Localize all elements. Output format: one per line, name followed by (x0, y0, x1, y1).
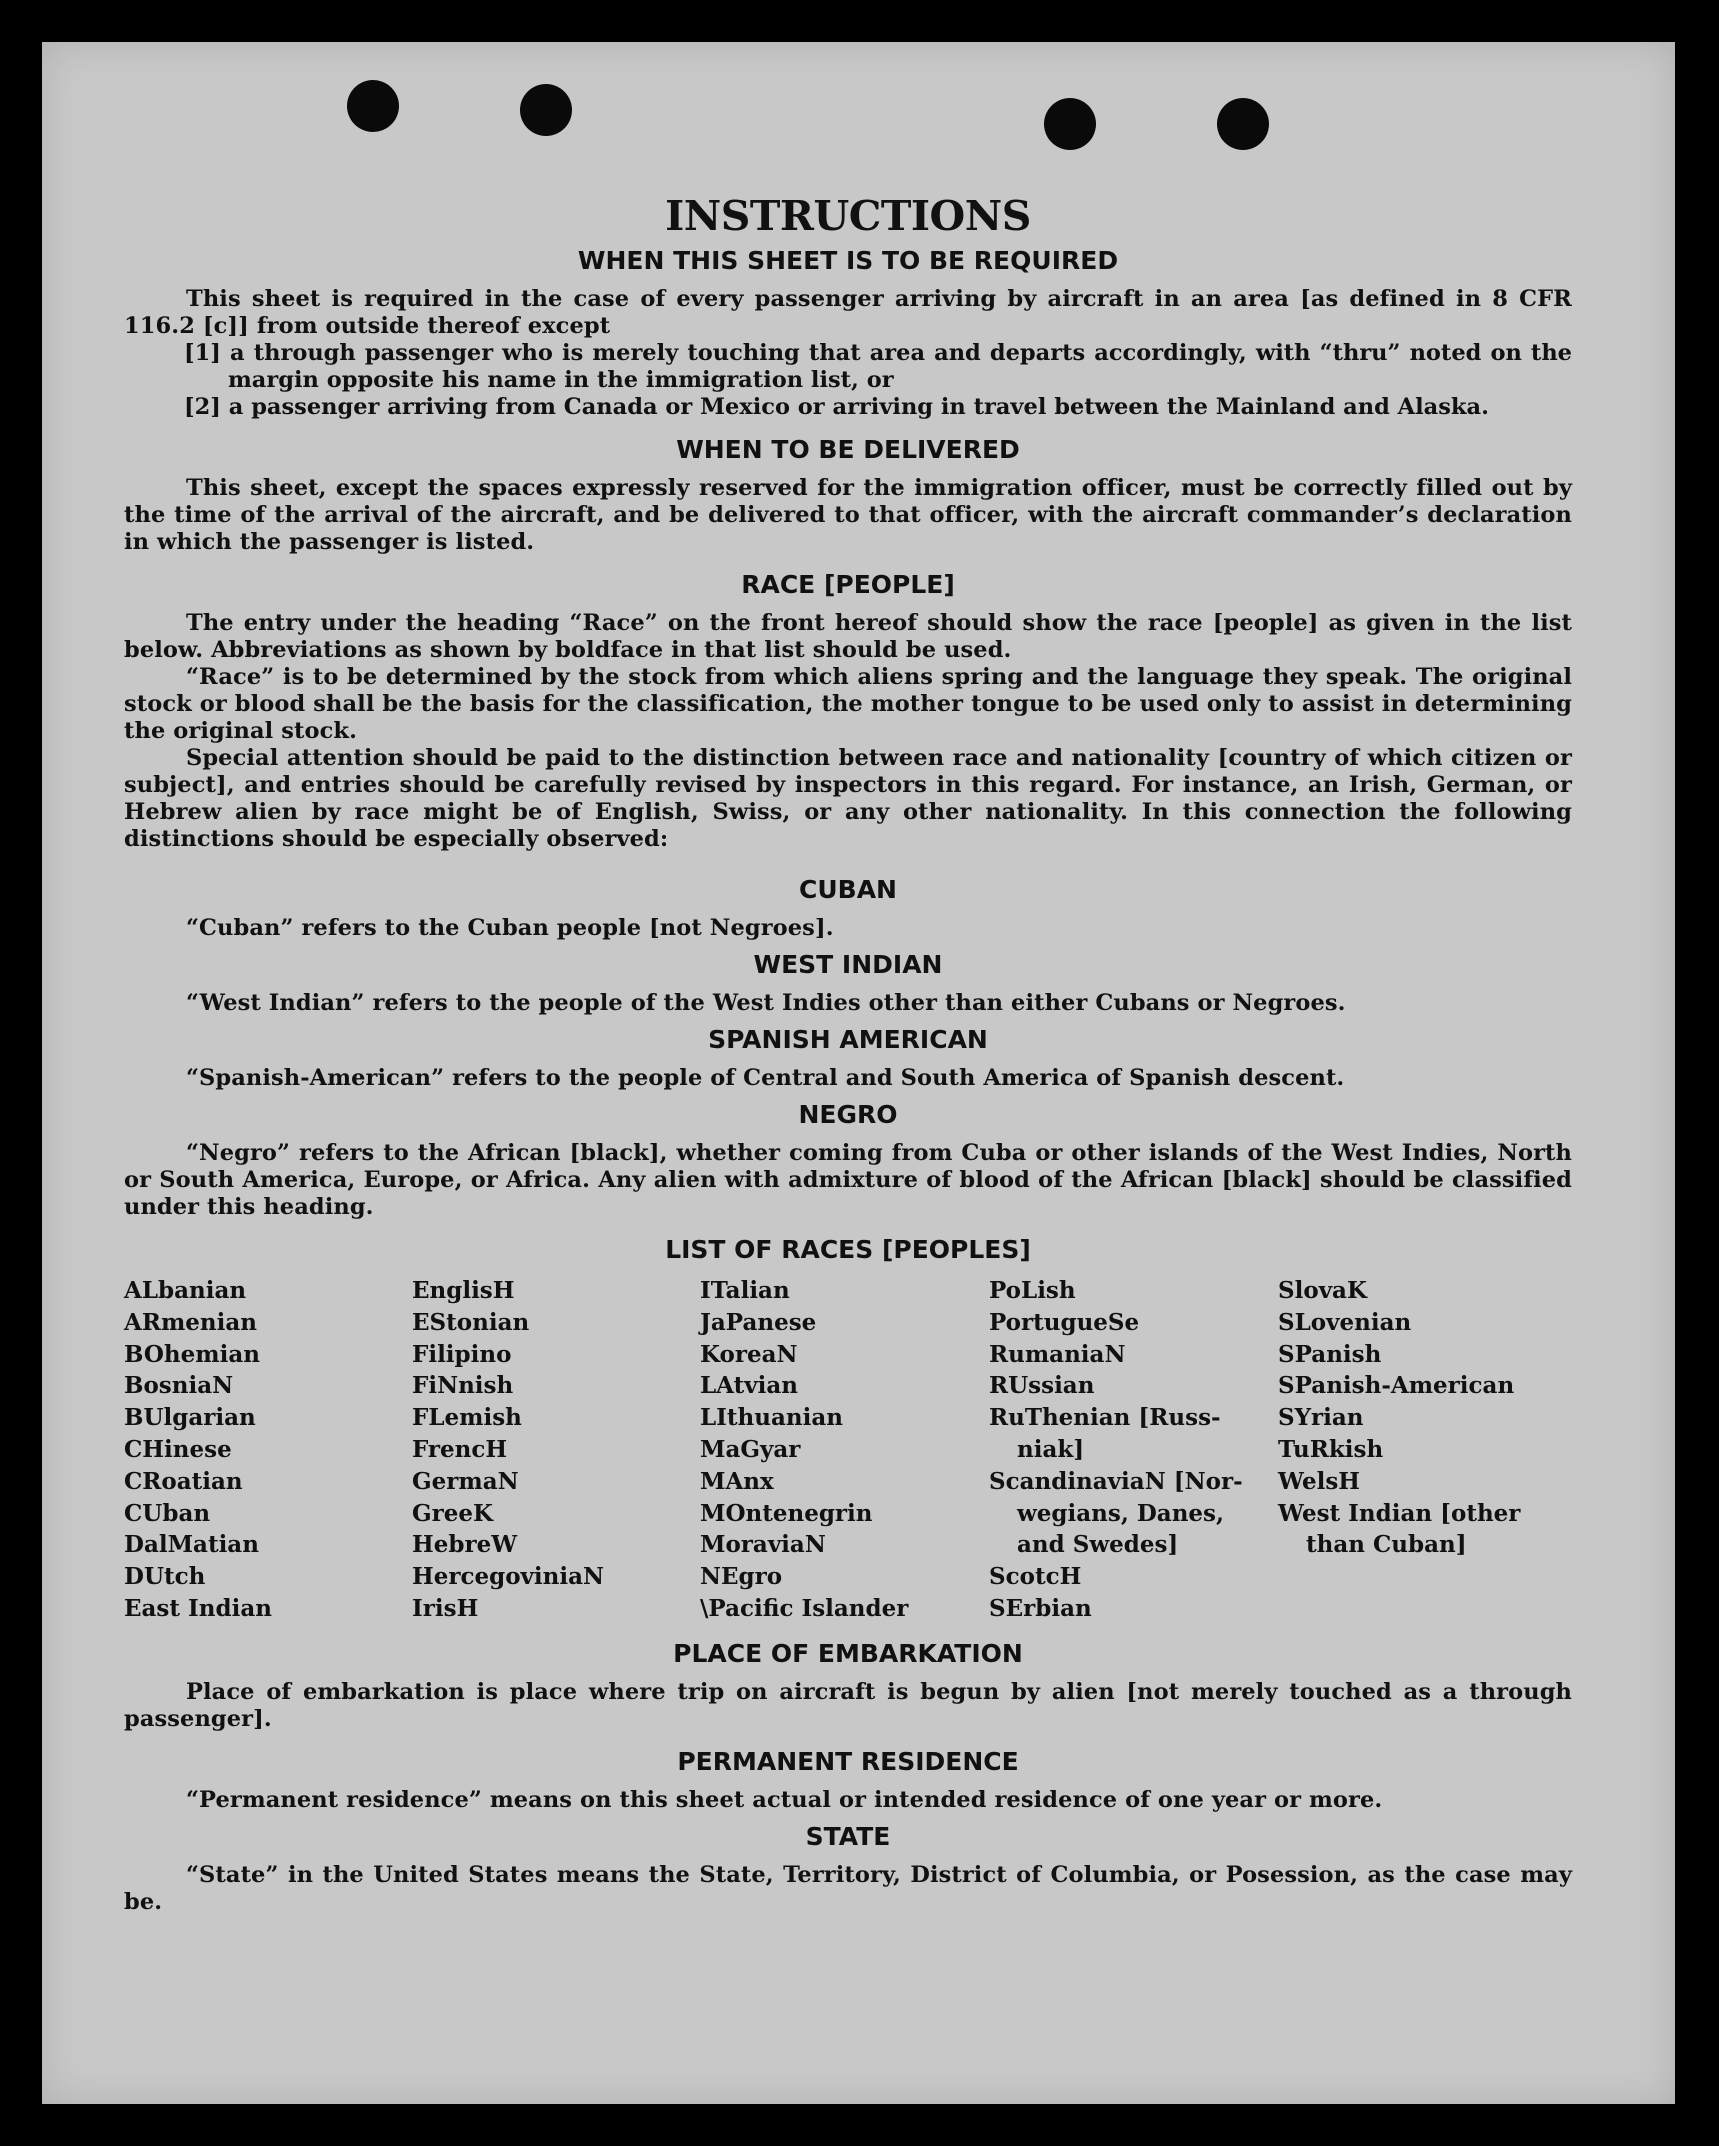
race-entry: BosniaN (124, 1372, 234, 1400)
race-entry: ITalian (700, 1277, 790, 1304)
heading-spanish-american: SPANISH AMERICAN (708, 1025, 988, 1054)
race-entry: West Indian [other (1278, 1499, 1521, 1527)
race-list (124, 1275, 1572, 1625)
race-entry: \Pacific Islander (700, 1594, 909, 1622)
race-entry: KoreaN (700, 1340, 798, 1368)
race-entry: RumaniaN (989, 1340, 1126, 1368)
race-entry: DalMatian (124, 1531, 259, 1559)
race-entry: WelsH (1278, 1467, 1361, 1495)
race-entry: wegians, Danes, (1017, 1499, 1224, 1527)
race-entry: DUtch (124, 1563, 206, 1591)
heading-list-of-races: LIST OF RACES [PEOPLES] (665, 1235, 1031, 1264)
race-entry: SPanish-American (1278, 1372, 1515, 1400)
punch-hole (1217, 98, 1269, 150)
heading-when-delivered: WHEN TO BE DELIVERED (676, 435, 1020, 464)
race-entry: JaPanese (700, 1308, 817, 1336)
race-entry: than Cuban] (1306, 1531, 1467, 1559)
race-entry: ARmenian (124, 1308, 258, 1336)
paragraph: “Permanent residence” means on this sheet actual or intended residence of one year or more. (186, 1786, 1383, 1813)
race-column (124, 1275, 412, 1625)
heading-west-indian: WEST INDIAN (753, 950, 943, 979)
heading-state: STATE (805, 1821, 891, 1851)
race-entry: SErbian (989, 1594, 1092, 1622)
paragraph: This sheet, except the spaces expressly reserved for the immigration officer, must be correctly filled out by the time of the arrival of the aircraft, and be delivered to that officer, with the aircraft commander’s declaration in which the passenger is listed. (124, 475, 1572, 555)
paragraph: Special attention should be paid to the distinction between race and nationality [country of which citizen or subject], and entries should be carefully revised by inspectors in this regard. For instance, an Irish, German, or Hebrew alien by race might be of English, Swiss, or any other nationality. In this connection the following distinctions should be especially observed: (124, 745, 1572, 852)
race-entry: GreeK (412, 1499, 494, 1527)
race-entry: SLovenian (1278, 1308, 1412, 1336)
race-entry: and Swedes] (1017, 1531, 1179, 1559)
page-title: INSTRUCTIONS (665, 192, 1031, 240)
heading-permanent-residence: PERMANENT RESIDENCE (677, 1746, 1019, 1776)
paragraph: “Spanish-American” refers to the people of Central and South America of Spanish descent. (186, 1065, 1345, 1091)
document-sheet (42, 42, 1675, 2104)
race-entry: PoLish (989, 1277, 1076, 1304)
race-entry: CRoatian (124, 1467, 243, 1495)
race-entry: MaGyar (700, 1435, 801, 1463)
race-entry: EStonian (412, 1308, 530, 1336)
punch-hole (347, 80, 399, 132)
heading-race: RACE [PEOPLE] (741, 570, 955, 599)
race-entry: ScandinaviaN [Nor- (989, 1467, 1243, 1495)
race-entry: SYrian (1278, 1404, 1364, 1432)
race-entry: ScotcH (989, 1563, 1082, 1591)
race-entry: FLemish (412, 1404, 522, 1432)
race-entry: HercegoviniaN (412, 1563, 605, 1591)
list-item: [1] a through passenger who is merely touching that area and departs accordingly, with “thru” noted on the margin opposite his name in the immigration list, or (184, 340, 1572, 393)
race-entry: BUlgarian (124, 1404, 256, 1432)
race-entry: NEgro (700, 1563, 783, 1591)
list-item: [2] a passenger arriving from Canada or Mexico or arriving in travel between the Mainland and Alaska. (184, 394, 1489, 420)
race-column (700, 1275, 989, 1625)
race-entry: SPanish (1278, 1340, 1382, 1368)
heading-negro: NEGRO (798, 1100, 898, 1129)
race-entry: HebreW (412, 1531, 518, 1559)
race-entry: GermaN (412, 1467, 519, 1495)
paragraph: “Negro” refers to the African [black], whether coming from Cuba or other islands of the West Indies, North or South America, Europe, or Africa. Any alien with admixture of blood of the African [black] should be classified under this heading. (124, 1140, 1572, 1220)
paragraph: The entry under the heading “Race” on the front hereof should show the race [people] as given in the list below. Abbreviations as shown by boldface in that list should be used. (124, 610, 1572, 663)
race-entry: TuRkish (1278, 1435, 1384, 1463)
heading-when-required: WHEN THIS SHEET IS TO BE REQUIRED (577, 246, 1119, 275)
race-entry: BOhemian (124, 1340, 260, 1368)
heading-embarkation: PLACE OF EMBARKATION (673, 1638, 1023, 1668)
paragraph: “State” in the United States means the State, Territory, District of Columbia, or Posession, as the case may be. (124, 1861, 1572, 1915)
race-entry: MOntenegrin (700, 1499, 873, 1527)
race-entry: SlovaK (1278, 1277, 1367, 1304)
instructions-content (124, 152, 1572, 1916)
race-entry: CUban (124, 1499, 211, 1527)
race-entry: FiNnish (412, 1372, 514, 1400)
race-entry: FrencH (412, 1435, 508, 1463)
punch-hole (520, 84, 572, 136)
race-entry: MAnx (700, 1467, 774, 1495)
race-column (989, 1275, 1278, 1625)
race-entry: PortugueSe (989, 1308, 1140, 1336)
race-entry: Filipino (412, 1340, 512, 1368)
paragraph: This sheet is required in the case of every passenger arriving by aircraft in an area [as defined in 8 CFR 116.2 [c]] from outside thereof except (124, 286, 1572, 339)
paragraph: “Race” is to be determined by the stock from which aliens spring and the language they speak. The original stock or blood shall be the basis for the classification, the mother tongue to be used only to assist in determining the original stock. (124, 664, 1572, 744)
race-entry: CHinese (124, 1435, 232, 1463)
paragraph: “Cuban” refers to the Cuban people [not Negroes]. (186, 915, 834, 941)
race-entry: ALbanian (124, 1277, 247, 1304)
race-entry: LIthuanian (700, 1404, 843, 1432)
punch-hole (1044, 98, 1096, 150)
race-entry: RuThenian [Russ- (989, 1404, 1221, 1432)
heading-cuban: CUBAN (799, 875, 897, 904)
race-column (1278, 1275, 1568, 1625)
paragraph: “West Indian” refers to the people of the West Indies other than either Cubans or Negroes. (186, 990, 1346, 1016)
race-entry: IrisH (412, 1594, 479, 1622)
race-entry: East Indian (124, 1594, 272, 1622)
race-entry: EnglisH (412, 1277, 515, 1304)
race-entry: niak] (1017, 1435, 1085, 1463)
race-column (412, 1275, 700, 1625)
race-entry: RUssian (989, 1372, 1095, 1400)
race-entry: MoraviaN (700, 1531, 826, 1559)
race-entry: LAtvian (700, 1372, 798, 1400)
paragraph: Place of embarkation is place where trip on aircraft is begun by alien [not merely touched as a through passenger]. (124, 1678, 1572, 1732)
